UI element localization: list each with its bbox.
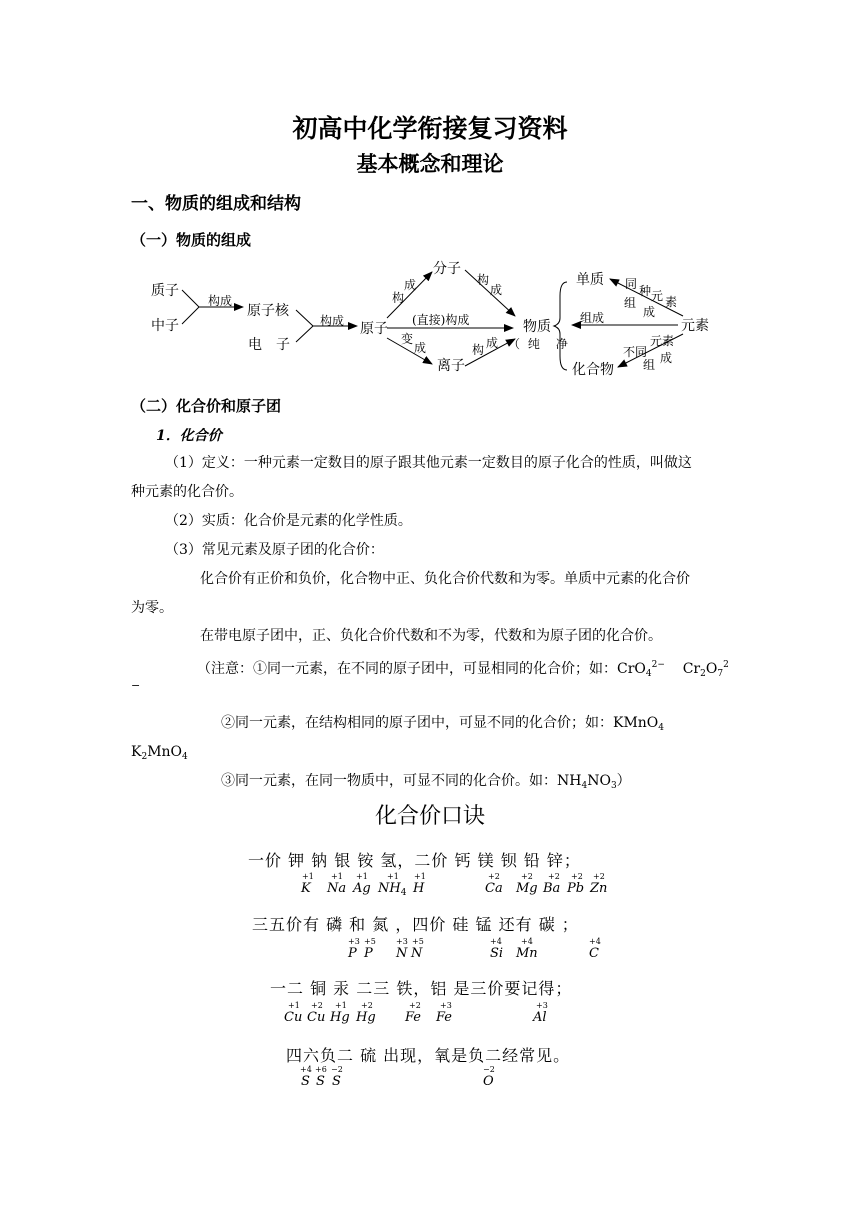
element-symbol: Pb	[567, 881, 585, 896]
valence-mark: +5	[412, 937, 424, 946]
page-subtitle: 基本概念和理论	[356, 151, 504, 176]
subsection-heading: （二）化合价和原子团	[131, 397, 282, 415]
definition-text-cont: 种元素的化合价。	[131, 484, 243, 500]
element-symbol: Ba	[543, 881, 561, 896]
valence-mark: +1	[288, 1001, 300, 1010]
valence-mark: +3	[440, 1001, 452, 1010]
valence-mark: +1	[302, 872, 314, 881]
element-symbol: N	[396, 946, 408, 961]
valence-mark: +2	[488, 872, 500, 881]
element-symbol: S	[301, 1074, 310, 1089]
element-symbol: Cu	[307, 1010, 326, 1025]
valence-mark: +1	[387, 872, 399, 881]
element-label: 元素	[681, 318, 709, 334]
rhyme-line-1: 一价 钾 钠 银 铵 氢，二价 钙 镁 钡 铅 锌；	[248, 851, 581, 870]
note-1-text: （注意：①同一元素，在不同的原子团中，可显相同的化合价；如：	[197, 661, 617, 677]
note-1	[197, 655, 729, 684]
rhyme-title: 化合价口诀	[374, 804, 485, 829]
element-symbol: Al	[533, 1010, 547, 1025]
arrow-label-gou: 构	[477, 273, 490, 287]
element-symbol: K	[301, 881, 311, 896]
arrow-label-cheng: 成	[486, 336, 499, 350]
arrow-label-zu: 组	[643, 358, 656, 372]
element-symbol: Mn	[516, 946, 538, 961]
note-3: ③同一元素，在同一物质中，可显不同的化合价。如：$NH_4NO_3$）	[221, 773, 631, 791]
element-symbol: Si	[490, 946, 504, 961]
valence-mark: +2	[521, 872, 533, 881]
formula-cro4: CrO$_4^{2-}$	[617, 660, 665, 679]
valence-mark: +5	[364, 937, 376, 946]
rhyme-line-2: 三五价有 磷 和 氮 ，四价 硅 锰 还有 碳 ；	[252, 915, 579, 934]
element-symbol: Cu	[284, 1010, 303, 1025]
arrow-label-zhong: 种	[639, 284, 652, 298]
rule-text-cont: 为零。	[131, 600, 173, 616]
element-symbol: Hg	[330, 1010, 350, 1025]
neutron-label: 中子	[151, 318, 179, 334]
valence-mark: +2	[409, 1001, 421, 1010]
valence-mark: +2	[361, 1001, 373, 1010]
element-symbol: Fe	[436, 1010, 453, 1025]
valence-mark: +6	[315, 1065, 327, 1074]
element-symbol: Ca	[485, 881, 503, 896]
element-symbol: S	[332, 1074, 341, 1089]
element-symbol: C	[589, 946, 599, 961]
element-symbol: Fe	[405, 1010, 422, 1025]
molecule-label: 分子	[433, 261, 461, 277]
subsection-heading: （一）物质的组成	[131, 231, 252, 249]
substance-label: 物质	[523, 319, 551, 335]
arrow-label-bian: 变	[401, 332, 414, 346]
proton-label: 质子	[151, 283, 179, 299]
element-symbol: Ag	[353, 881, 371, 896]
rhyme-line-4: 四六负二 硫 出现，氧是负二经常见。	[286, 1046, 571, 1065]
compound-label: 化合物	[572, 362, 614, 378]
pure-label: （ 纯 净	[508, 337, 570, 351]
valence-mark: +1	[331, 872, 343, 881]
valence-mark: +2	[571, 872, 583, 881]
arrow-label-goucheng: 构成	[208, 294, 233, 308]
simple-substance-label: 单质	[576, 272, 604, 288]
rhyme-line-3: 一二 铜 汞 二三 铁，铝 是三价要记得；	[270, 979, 573, 998]
diagram-lines	[0, 0, 860, 400]
arrow-label-cheng: 成	[404, 278, 417, 292]
arrow-label-su: 素	[665, 295, 678, 309]
element-symbol: P	[364, 946, 373, 961]
electron-label: 电 子	[248, 337, 290, 353]
element-symbol: N	[411, 946, 423, 961]
arrow-label-cheng: 成	[643, 305, 656, 319]
valence-mark: +2	[548, 872, 560, 881]
atom-label: 原子	[360, 321, 388, 337]
note-2: ②同一元素，在结构相同的原子团中，可显不同的化合价；如：KMnO$_4$	[221, 715, 665, 733]
note-1-wrap: −	[131, 679, 141, 692]
formula-k2mno4: $K_2MnO_4$	[131, 744, 188, 762]
arrow-label-yuan: 元	[651, 289, 664, 303]
valence-mark: +1	[335, 1001, 347, 1010]
valence-mark: +2	[593, 872, 605, 881]
nucleus-label: 原子核	[247, 303, 289, 319]
valence-mark: +2	[311, 1001, 323, 1010]
common-valence-text: （3）常见元素及原子团的化合价：	[165, 542, 384, 558]
rule-text: 化合价有正价和负价，化合物中正、负化合价代数和为零。单质中元素的化合价	[200, 571, 690, 587]
arrow-label-yuansu: 元素	[650, 334, 675, 348]
arrow-label-zu: 组	[624, 296, 637, 310]
valence-mark: +4	[589, 937, 601, 946]
valence-mark: +1	[414, 872, 426, 881]
arrow-label-cheng: 成	[490, 283, 503, 297]
arrow-label-zucheng: 组成	[580, 311, 605, 325]
arrow-label-direct: (直接)构成	[412, 313, 470, 327]
page-title: 初高中化学衔接复习资料	[292, 114, 568, 143]
valence-mark: +4	[490, 937, 502, 946]
arrow-label-butong: 不同	[623, 345, 648, 359]
arrow-label-gou: 构	[392, 291, 405, 305]
arrow-label-cheng: 成	[414, 341, 427, 355]
element-symbol: O	[483, 1074, 494, 1089]
element-symbol: Hg	[356, 1010, 376, 1025]
element-symbol: S	[316, 1074, 325, 1089]
element-symbol: Mg	[516, 881, 538, 896]
topic-heading: 1．化合价	[156, 428, 222, 444]
valence-mark: +3	[396, 937, 408, 946]
arrow-label-gou: 构	[472, 343, 485, 357]
element-symbol: H	[413, 881, 425, 896]
ion-label: 离子	[437, 358, 465, 374]
valence-mark: −2	[331, 1065, 343, 1074]
definition-text: （1）定义：一种元素一定数目的原子跟其他元素一定数目的原子化合的性质，叫做这	[165, 455, 692, 471]
element-symbol: Zn	[590, 881, 608, 896]
valence-mark: +1	[356, 872, 368, 881]
valence-mark: +3	[536, 1001, 548, 1010]
valence-mark: +4	[521, 937, 533, 946]
element-symbol: Na	[327, 881, 347, 896]
section-heading: 一、物质的组成和结构	[131, 194, 301, 214]
valence-mark: +4	[300, 1065, 312, 1074]
arrow-label-cheng: 成	[660, 351, 673, 365]
essence-text: （2）实质：化合价是元素的化学性质。	[165, 513, 412, 529]
arrow-label-tong: 同	[625, 277, 638, 291]
element-symbol-nh4: $NH_4$	[378, 881, 407, 898]
formula-cr2o7: $Cr_2O_7^2$	[682, 660, 729, 679]
element-symbol: P	[348, 946, 357, 961]
ion-group-text: 在带电原子团中，正、负化合价代数和不为零，代数和为原子团的化合价。	[200, 628, 662, 644]
arrow-label-goucheng: 构成	[320, 314, 345, 328]
valence-mark: +3	[348, 937, 360, 946]
valence-mark: −2	[483, 1065, 495, 1074]
